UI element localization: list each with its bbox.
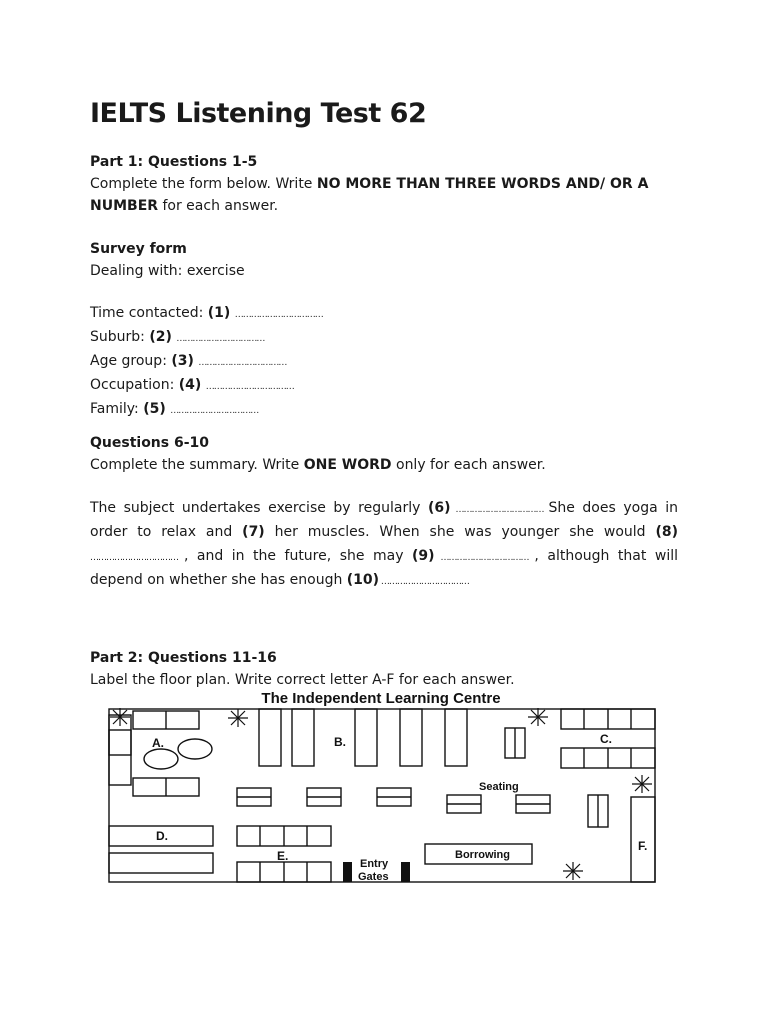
floor-plan-outline — [109, 709, 655, 882]
seating-label: Seating — [479, 781, 519, 793]
label-a: A. — [152, 736, 164, 750]
part2-instructions: Label the floor plan. Write correct letter A-F for each answer. — [90, 672, 515, 688]
left-shelf — [109, 715, 131, 785]
part1-instructions: Complete the form below. Write NO MORE THAN THREE WORDS AND/ OR A — [90, 176, 649, 192]
form-dealing-with: Dealing with: exercise — [90, 263, 245, 279]
label-c: C. — [600, 732, 612, 746]
summary-paragraph: The subject undertakes exercise by regularly (6) …………………………… She does yoga in order to relax and (7) her muscles. When she was younger she would (8) …………………………… , and in the future, she may (9) …………………………… , although that will depend on whether she has enough (10) …………………………… — [90, 500, 679, 588]
label-b: B. — [334, 735, 346, 749]
entry-gate-right — [401, 862, 410, 882]
floor-plan-title: The Independent Learning Centre — [261, 690, 501, 707]
field-family: Family: (5) …………………………… — [90, 401, 259, 417]
label-f: F. — [638, 839, 648, 853]
part2-section — [90, 647, 678, 691]
part2-heading: Part 2: Questions 11-16 — [90, 650, 277, 666]
entry-gate-left — [343, 862, 352, 882]
borrowing-label: Borrowing — [455, 849, 510, 861]
plant-icon — [110, 708, 652, 880]
entry-label: Entry — [360, 858, 389, 870]
survey-form-header — [90, 238, 678, 282]
answer-blank-2[interactable]: …………………………… — [176, 334, 265, 344]
area-d-shelf — [109, 826, 213, 846]
answer-blank-6[interactable]: …………………………… — [450, 505, 549, 515]
answer-blank-5[interactable]: …………………………… — [170, 406, 259, 416]
answer-blank-3[interactable]: …………………………… — [198, 358, 287, 368]
label-e: E. — [277, 849, 289, 863]
answer-blank-8[interactable]: …………………………… — [90, 553, 184, 563]
part1-section — [90, 151, 678, 217]
field-time-contacted: Time contacted: (1) …………………………… — [90, 305, 323, 321]
part1-heading: Part 1: Questions 1-5 — [90, 154, 258, 170]
area-e-shelf — [237, 826, 331, 846]
field-age-group: Age group: (3) …………………………… — [90, 353, 287, 369]
gates-label: Gates — [358, 871, 389, 883]
form-title: Survey form — [90, 241, 187, 257]
area-a-table-2 — [178, 739, 212, 759]
field-suburb: Suburb: (2) …………………………… — [90, 329, 265, 345]
area-c-shelf — [561, 709, 655, 729]
questions-6-10-header — [90, 432, 678, 476]
borrowing-desk — [425, 844, 532, 864]
answer-blank-10[interactable]: …………………………… — [379, 577, 469, 587]
page-title: IELTS Listening Test 62 — [90, 98, 427, 129]
answer-blank-9[interactable]: …………………………… — [434, 553, 535, 563]
part1-instructions-cont: NUMBER for each answer. — [90, 198, 279, 214]
label-d: D. — [156, 829, 168, 843]
area-f-shelf — [631, 797, 655, 882]
questions-6-10-instructions: Complete the summary. Write ONE WORD only for each answer. — [90, 457, 546, 473]
questions-6-10-heading: Questions 6-10 — [90, 435, 210, 451]
answer-blank-1[interactable]: …………………………… — [234, 310, 323, 320]
answer-blank-4[interactable]: …………………………… — [205, 382, 294, 392]
field-occupation: Occupation: (4) …………………………… — [90, 377, 294, 393]
area-a-table-1 — [144, 749, 178, 769]
form-fields — [90, 302, 678, 422]
